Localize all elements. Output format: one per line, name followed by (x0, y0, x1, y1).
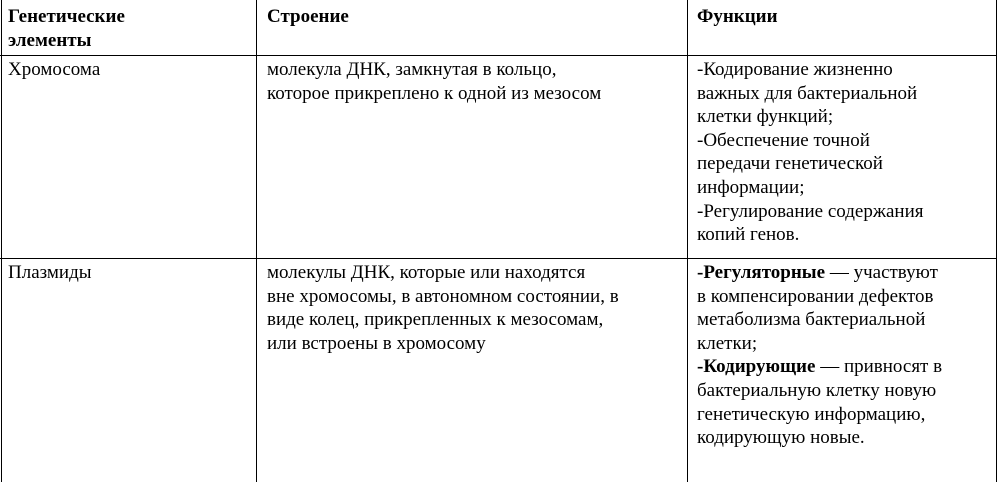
function-line (697, 152, 923, 176)
element-name: Хромосома (8, 59, 101, 80)
cell-functions (697, 58, 923, 247)
function-text: генетическую информацию, (697, 403, 926, 425)
structure-line: вне хромосомы, в автономном состоянии, в (267, 285, 619, 307)
function-line (697, 403, 942, 427)
function-text: -Регулирование содержания (697, 200, 924, 222)
function-text: — участвуют (825, 262, 938, 283)
header-text: элементы (8, 29, 92, 51)
function-line (697, 285, 942, 309)
function-line (697, 200, 923, 224)
function-line (697, 105, 923, 129)
function-text: важных для бактериальной (697, 82, 918, 104)
column-divider (256, 0, 257, 482)
cell-element (8, 58, 100, 82)
header-genetic-elements (8, 5, 125, 52)
function-text: передачи генетической (697, 153, 883, 175)
function-text: метаболизма бактериальной (697, 309, 926, 331)
function-line (697, 379, 942, 403)
function-text: копий генов. (697, 224, 800, 246)
cell-element (8, 261, 92, 285)
function-type-label: Кодирующие (703, 356, 816, 378)
function-type (697, 262, 825, 283)
function-text: клетки; (697, 332, 758, 354)
function-type (697, 356, 815, 377)
function-line (697, 176, 923, 200)
cell-functions (697, 261, 942, 450)
structure-line: молекулы ДНК, которые или находятся (267, 262, 586, 283)
dash: - (697, 262, 704, 283)
row-divider (0, 258, 997, 259)
header-structure (267, 5, 349, 29)
structure-line: молекула ДНК, замкнутая в кольцо, (267, 59, 557, 80)
column-divider (687, 0, 688, 482)
function-line (697, 261, 942, 285)
function-line (697, 129, 923, 153)
function-line (697, 58, 923, 82)
function-line (697, 82, 923, 106)
function-line (697, 308, 942, 332)
row-divider (0, 55, 997, 56)
cell-structure (267, 261, 619, 355)
cell-structure (267, 58, 601, 105)
function-text: информации; (697, 176, 805, 198)
function-type-label: Регуляторные (703, 262, 826, 283)
header-text: Генетические (8, 6, 125, 27)
header-functions (697, 5, 778, 29)
function-line (697, 332, 942, 356)
dash: - (697, 356, 704, 378)
function-text: клетки функций; (697, 106, 834, 128)
table-border-left (1, 0, 2, 482)
function-line (697, 223, 923, 247)
function-text: — привносят в (815, 356, 943, 378)
structure-line: виде колец, прикрепленных к мезосомам, (267, 309, 604, 331)
function-text: -Обеспечение точной (697, 129, 870, 151)
function-text: бактериальную клетку новую (697, 379, 937, 401)
function-text: кодирующую новые. (697, 427, 865, 449)
header-text: Функции (697, 6, 778, 27)
function-line (697, 355, 942, 379)
element-name: Плазмиды (8, 262, 92, 283)
function-text: в компенсировании дефектов (697, 285, 934, 307)
header-text: Строение (267, 6, 349, 27)
function-text: -Кодирование жизненно (697, 59, 893, 80)
structure-line: которое прикреплено к одной из мезосом (267, 82, 602, 104)
structure-line: или встроены в хромосому (267, 332, 486, 354)
function-line (697, 426, 942, 450)
